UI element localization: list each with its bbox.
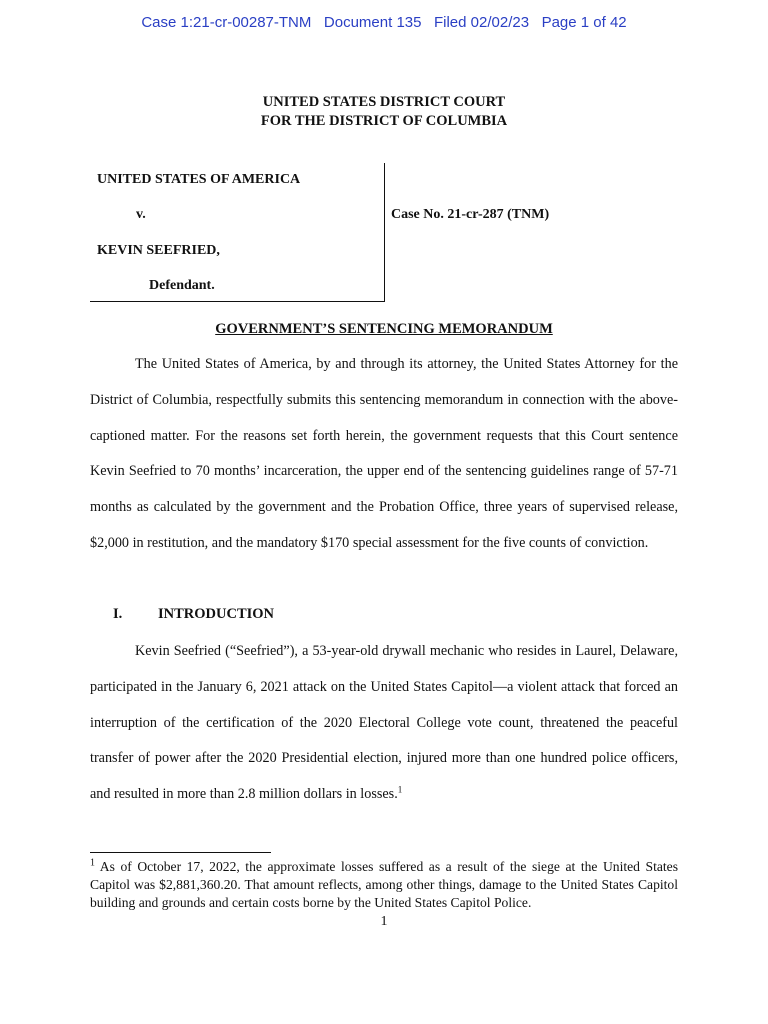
intro-paragraph [90,347,678,562]
court-district: FOR THE DISTRICT OF COLUMBIA [260,113,508,129]
case-number: Case No. 21-cr-287 (TNM) [391,207,550,222]
case-caption-box [90,163,385,302]
caption-plaintiff: UNITED STATES OF AMERICA [97,172,301,187]
footnote-divider [90,852,271,853]
section-number: I. [113,606,123,622]
footnote-reference[interactable]: 1 [397,784,403,795]
caption-versus: v. [136,207,146,222]
caption-defendant-role: Defendant. [149,278,215,293]
ecf-header [0,14,768,31]
footnote [90,858,678,912]
section-heading [113,606,274,623]
section-paragraph-text: Kevin Seefried (“Seefried”), a 53-year-old drywall mechanic who resides in Laurel, Delaware, participated in the January 6, 2021 attack on the United States Capitol—a violent attack that forced an interruption of the certification of the 2020 Electoral College vote count, threatened the peaceful transfer of power after the 2020 Presidential election, injured more than one hundred police officers, and resulted in more than 2.8 million dollars in losses. [90,643,678,803]
intro-paragraph-text: The United States of America, by and through its attorney, the United States Attorney for the District of Columbia, respectfully submits this sentencing memorandum in connection with the above-captioned matter. For the reasons set forth herein, the government requests that this Court sentence Kevin Seefried to 70 months’ incarceration, the upper end of the sentencing guidelines range of 57-71 months as calculated by the government and the Probation Office, three years of supervised release, $2,000 in restitution, and the mandatory $170 special assessment for the five counts of conviction. [90,356,678,551]
footnote-text: As of October 17, 2022, the approximate losses suffered as a result of the siege at the United States Capitol was $2,881,360.20. That amount reflects, among other things, damage to the United States Capitol building and grounds and certain costs borne by the United States Capitol Police. [90,859,678,910]
header-page-count: Page 1 of 42 [541,14,627,31]
page-number: 1 [380,914,388,929]
section-title: INTRODUCTION [158,606,275,622]
header-case-number: Case 1:21-cr-00287-TNM [141,14,312,31]
header-filed-date: Filed 02/02/23 [433,14,530,31]
section-paragraph [90,634,678,813]
footnote-number: 1 [90,857,95,869]
document-title: GOVERNMENT’S SENTENCING MEMORANDUM [215,321,553,337]
caption-defendant-name: KEVIN SEEFRIED, [97,243,220,258]
header-document-number: Document 135 [323,14,422,31]
court-heading [0,93,768,131]
court-name: UNITED STATES DISTRICT COURT [262,94,506,110]
